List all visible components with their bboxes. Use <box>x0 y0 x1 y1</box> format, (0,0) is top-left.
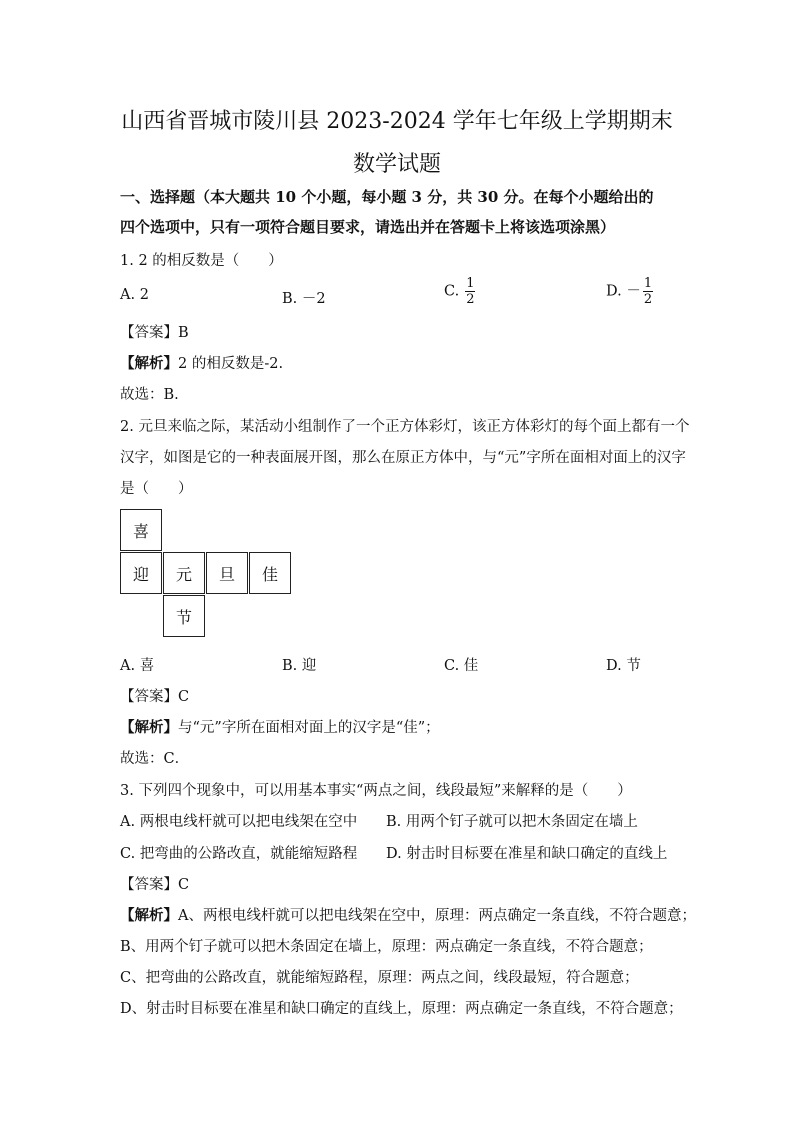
q3-option-a: A. 两根电线杆就可以把电线架在空中 <box>120 814 358 830</box>
q1-option-d-fraction <box>643 276 653 307</box>
q2-option-d: D. 节 <box>606 658 641 674</box>
net-cell-right1: 旦 <box>206 552 248 594</box>
cube-net-diagram <box>120 509 294 639</box>
q3-analysis-d: D、射击时目标要在准星和缺口确定的直线上，原理：两点确定一条直线，不符合题意； <box>120 1001 683 1017</box>
q2-conclusion: 故选：C． <box>120 751 190 767</box>
q1-option-d-label: D. － <box>606 283 641 300</box>
q3-option-d: D. 射击时目标要在准星和缺口确定的直线上 <box>386 846 668 862</box>
q1-option-b: B. －2 <box>282 291 326 307</box>
analysis-text: 与“元”字所在面相对面上的汉字是“佳”； <box>178 720 440 736</box>
net-cell-left: 迎 <box>120 552 162 594</box>
q1-stem: 1. 2 的相反数是（ ） <box>120 253 283 269</box>
q1-conclusion: 故选：B. <box>120 387 179 403</box>
q3-option-b: B. 用两个钉子就可以把木条固定在墙上 <box>386 814 638 830</box>
analysis-tag: 【解析】 <box>120 719 178 736</box>
net-cell-right2: 佳 <box>249 552 291 594</box>
q3-answer: 【答案】C <box>120 877 190 893</box>
document-subtitle: 数学试题 <box>352 152 441 177</box>
net-cell-bottom: 节 <box>163 595 205 637</box>
analysis-tag: 【解析】 <box>120 355 178 372</box>
fraction-denominator: 2 <box>643 292 653 307</box>
q3-analysis-c: C、把弯曲的公路改直，就能缩短路程，原理：两点之间，线段最短，符合题意； <box>120 970 639 986</box>
q2-analysis <box>120 716 440 737</box>
fraction-numerator: 1 <box>466 276 475 291</box>
q1-analysis <box>120 352 283 373</box>
q1-option-c <box>444 276 475 307</box>
q3-analysis-b: B、用两个钉子就可以把木条固定在墙上，原理：两点确定一条直线，不符合题意； <box>120 939 653 955</box>
analysis-tag: 【解析】 <box>120 907 178 924</box>
q2-option-c: C. 佳 <box>444 658 479 674</box>
q1-option-d <box>606 276 653 307</box>
q3-option-c: C. 把弯曲的公路改直，就能缩短路程 <box>120 846 358 862</box>
q2-stem-line2: 汉字，如图是它的一种表面展开图，那么在原正方体中，与“元”字所在面相对面上的汉字 <box>120 450 686 466</box>
q1-answer: 【答案】B <box>120 325 189 341</box>
q3-analysis-a <box>120 904 696 925</box>
fraction-denominator: 2 <box>466 292 475 307</box>
net-cell-top: 喜 <box>120 509 162 551</box>
fraction-numerator: 1 <box>643 276 653 291</box>
q2-answer: 【答案】C <box>120 689 190 705</box>
q1-option-c-label: C. <box>444 283 460 300</box>
section-heading-line1: 一、选择题（本大题共 10 个小题，每小题 3 分，共 30 分。在每个小题给出的 <box>120 188 654 206</box>
q1-option-a: A. 2 <box>120 287 149 303</box>
q1-option-c-fraction <box>465 276 475 307</box>
q2-stem-line3: 是（ ） <box>120 481 193 497</box>
section-heading-line2: 四个选项中，只有一项符合题目要求，请选出并在答题卡上将该选项涂黑） <box>120 218 616 236</box>
q2-option-b: B. 迎 <box>282 658 317 674</box>
q2-stem-line1: 2. 元旦来临之际，某活动小组制作了一个正方体彩灯，该正方体彩灯的每个面上都有一个 <box>120 419 690 435</box>
document-title: 山西省晋城市陵川县 2023-2024 学年七年级上学期期末 <box>121 109 673 134</box>
net-cell-center: 元 <box>163 552 205 594</box>
q3-stem: 3. 下列四个现象中，可以用基本事实“两点之间，线段最短”来解释的是（ ） <box>120 783 632 799</box>
analysis-text: 2 的相反数是-2. <box>178 356 284 372</box>
q2-option-a: A. 喜 <box>120 658 155 674</box>
analysis-text: A、两根电线杆就可以把电线架在空中，原理：两点确定一条直线，不符合题意； <box>178 908 696 924</box>
